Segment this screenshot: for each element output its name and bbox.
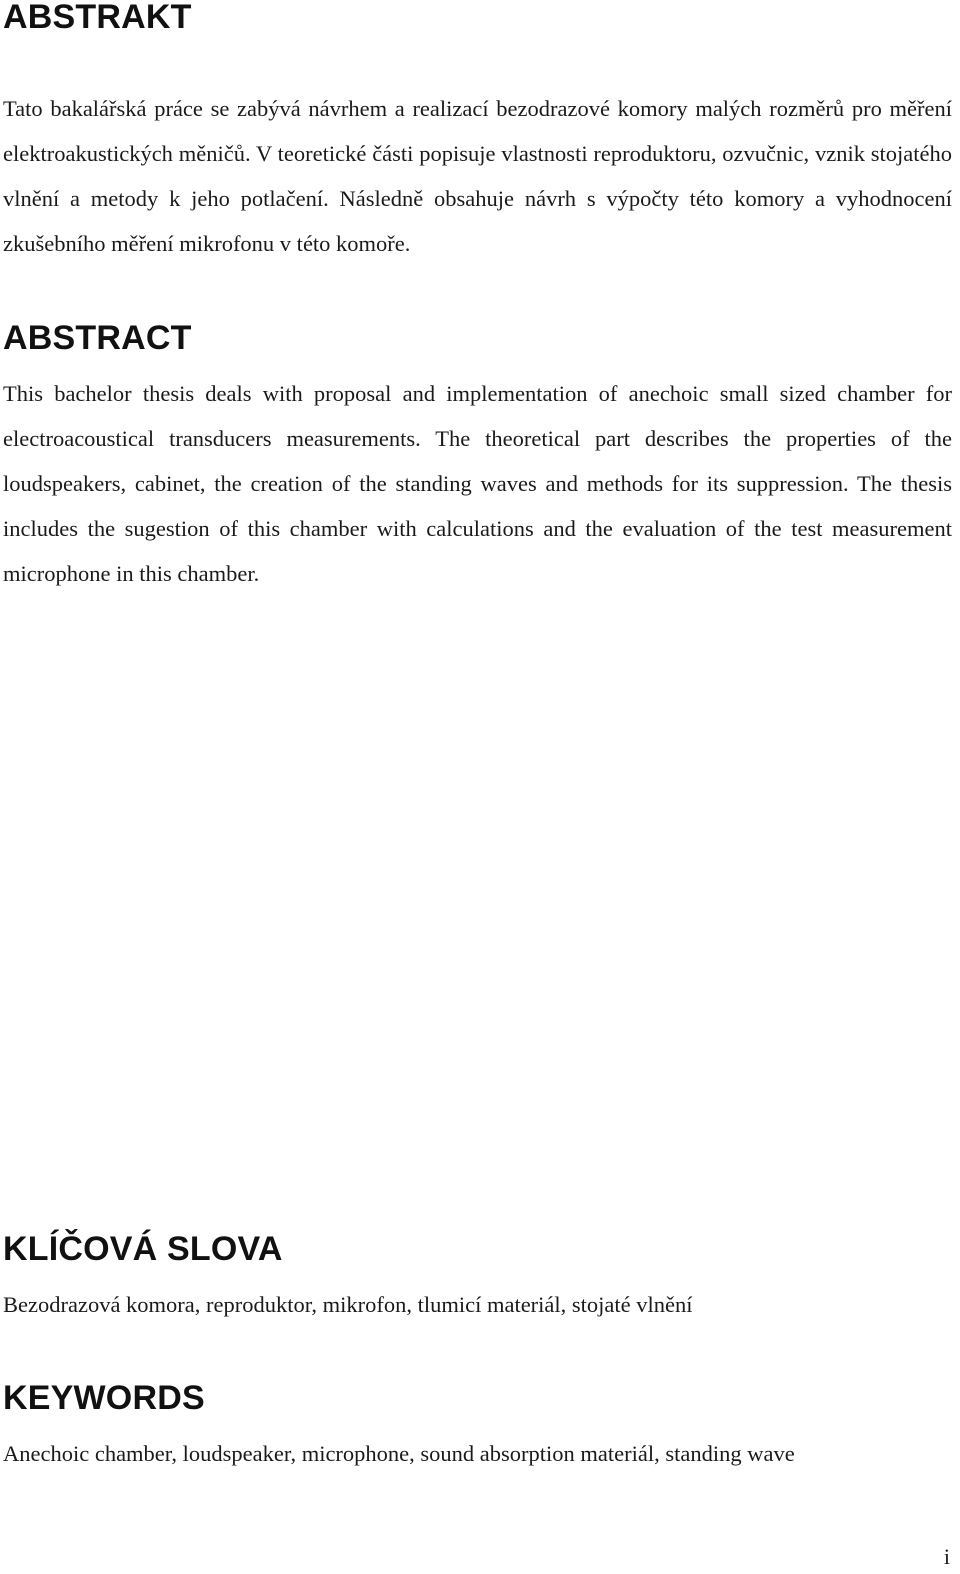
keywords-list: Anechoic chamber, loudspeaker, microphone, sound absorption materiál, standing wave xyxy=(3,1441,795,1466)
abstract-heading: ABSTRACT xyxy=(3,319,192,357)
abstrakt-heading: ABSTRAKT xyxy=(3,0,192,36)
page-number: i xyxy=(943,1544,950,1569)
keywords-heading: KEYWORDS xyxy=(3,1379,205,1417)
klicova-slova-list: Bezodrazová komora, reproduktor, mikrofon, tlumicí materiál, stojaté vlnění xyxy=(3,1292,693,1317)
abstract-paragraph: This bachelor thesis deals with proposal and implementation of anechoic small sized chamber for electroacoustical transducers measurements. The theoretical part describes the properties of the loudspeakers, cabinet, the creation of the standing waves and methods for its suppression. The thesis includes the sugestion of this chamber with calculations and the evaluation of the test measurement microphone in this chamber. xyxy=(3,381,952,586)
abstrakt-paragraph: Tato bakalářská práce se zabývá návrhem a realizací bezodrazové komory malých rozměrů pro měření elektroakustických měničů. V teoretické části popisuje vlastnosti reproduktoru, ozvučnic, vznik stojatého vlnění a metody k jeho potlačení. Následně obsahuje návrh s výpočty této komory a vyhodnocení zkušebního měření mikrofonu v této komoře. xyxy=(3,96,952,256)
klicova-slova-heading: KLÍČOVÁ SLOVA xyxy=(3,1230,283,1268)
